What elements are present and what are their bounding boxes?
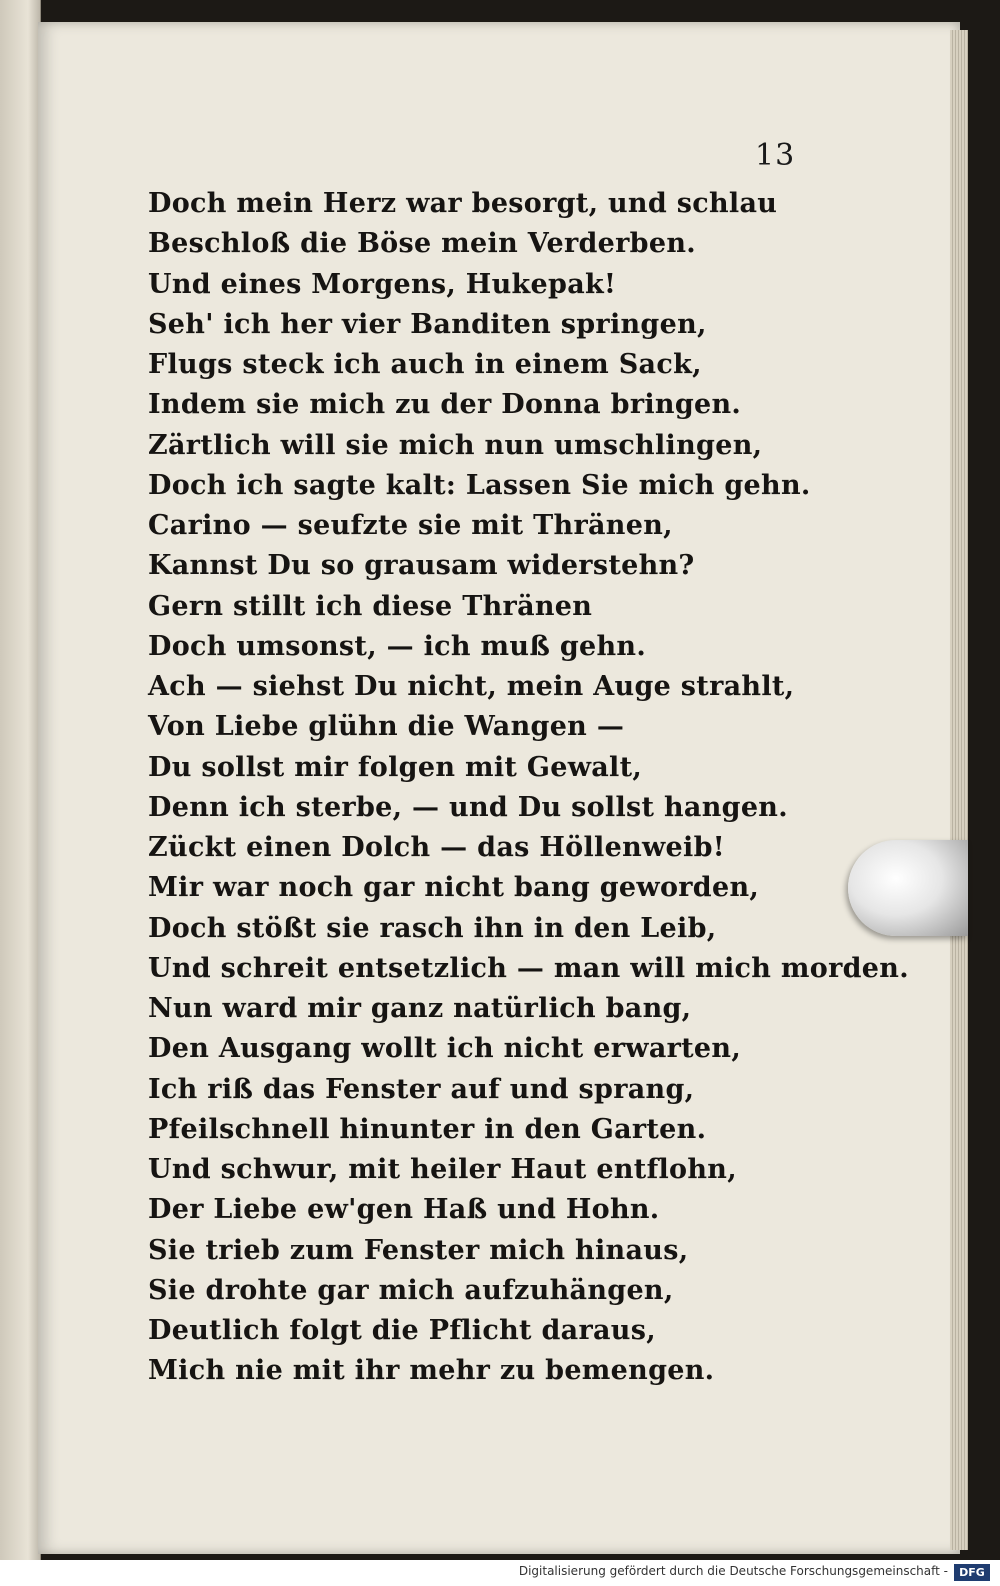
dfg-logo: DFG: [954, 1564, 990, 1581]
poem-line: Ich riß das Fenster auf und sprang,: [148, 1073, 695, 1105]
poem-line: Von Liebe glühn die Wangen —: [148, 711, 625, 743]
poem-line: Doch stößt sie rasch ihn in den Leib,: [148, 912, 717, 944]
poem-line: Doch umsonst, — ich muß gehn.: [148, 630, 647, 662]
poem-line: Sie trieb zum Fenster mich hinaus,: [148, 1234, 689, 1266]
poem-line: Und schwur, mit heiler Haut entflohn,: [148, 1154, 737, 1185]
poem-line: Doch mein Herz war besorgt, und schlau: [148, 188, 778, 219]
glass-clip: [848, 840, 968, 936]
poem-line: Indem sie mich zu der Donna bringen.: [148, 389, 742, 421]
poem-line: Sie drohte gar mich aufzuhängen,: [148, 1274, 674, 1306]
poem-line: Gern stillt ich diese Thränen: [148, 590, 593, 622]
poem-line: Beschloß die Böse mein Verderben.: [148, 228, 696, 260]
poem-line: Und eines Morgens, Hukepak!: [148, 268, 617, 300]
poem-line: Deutlich folgt die Pflicht daraus,: [148, 1315, 656, 1346]
poem-line: Mich nie mit ihr mehr zu bemengen.: [148, 1355, 715, 1387]
page-edges: [950, 30, 968, 1550]
poem-line: Ach — siehst Du nicht, mein Auge strahlt,: [148, 671, 795, 702]
poem-line: Der Liebe ew'gen Haß und Hohn.: [148, 1194, 660, 1226]
poem-line: Mir war noch gar nicht bang geworden,: [148, 872, 760, 904]
poem-line: Doch ich sagte kalt: Lassen Sie mich gehn.: [148, 469, 811, 501]
facing-page: [0, 0, 41, 1560]
poem-line: Flugs steck ich auch in einem Sack,: [148, 349, 702, 380]
poem-line: Denn ich sterbe, — und Du sollst hangen.: [148, 791, 788, 823]
poem-line: Du sollst mir folgen mit Gewalt,: [148, 751, 643, 783]
poem-line: Kannst Du so grausam widerstehn?: [148, 550, 695, 582]
footer-bar: [0, 1560, 1000, 1586]
poem-line: Zärtlich will sie mich nun umschlingen,: [148, 429, 763, 461]
poem-line: Pfeilschnell hinunter in den Garten.: [148, 1113, 707, 1145]
poem-text: [148, 184, 909, 1392]
poem-line: Seh' ich her vier Banditen springen,: [148, 308, 707, 340]
poem-line: Und schreit entsetzlich — man will mich morden.: [148, 952, 909, 984]
poem-line: Zückt einen Dolch — das Höllenweib!: [148, 832, 725, 863]
poem-line: Den Ausgang wollt ich nicht erwarten,: [148, 1033, 742, 1065]
poem-line: Nun ward mir ganz natürlich bang,: [148, 993, 692, 1024]
funding-credit: Digitalisierung gefördert durch die Deutsche Forschungsgemeinschaft -: [518, 1564, 948, 1578]
page-number: 13: [755, 138, 796, 173]
poem-line: Carino — seufzte sie mit Thränen,: [148, 510, 673, 541]
